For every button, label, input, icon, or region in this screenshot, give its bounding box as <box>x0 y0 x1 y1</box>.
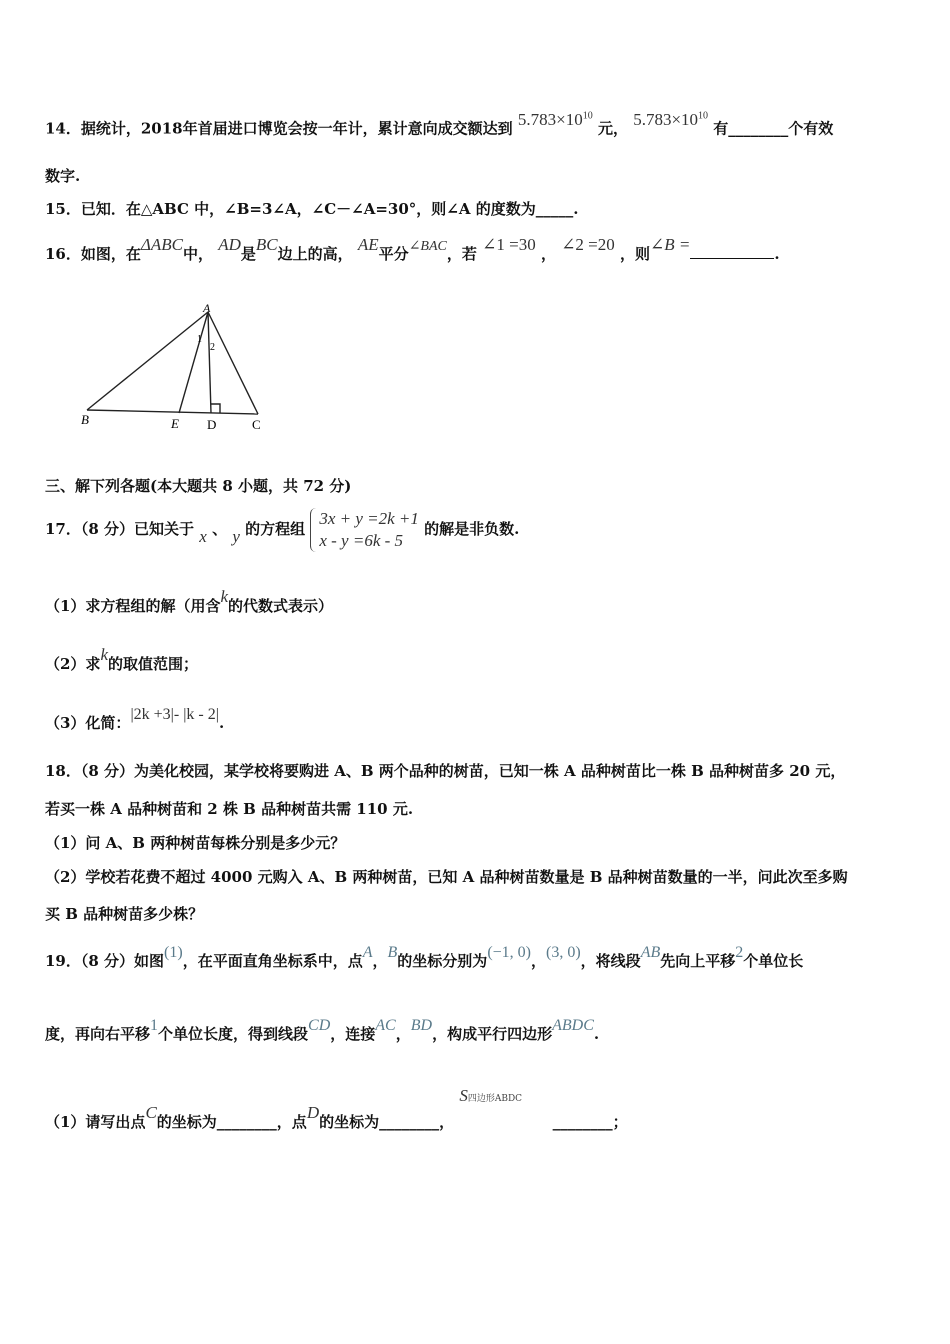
q19-p1a: （1）请写出点 <box>45 1113 146 1131</box>
q14-value2 <box>633 110 708 129</box>
q14-exp2: 10 <box>698 110 709 121</box>
q16 <box>45 235 780 266</box>
q16-a: 16．如图，在 <box>45 245 141 263</box>
q17-part1 <box>45 587 334 616</box>
q17-k2: k <box>100 645 108 664</box>
q19-line2 <box>45 1017 600 1045</box>
q19-c: ， <box>372 952 388 970</box>
q16-f: ，若 <box>446 245 477 263</box>
q14-value1-base: 5.783×10 <box>517 109 583 129</box>
q14-value2-base: 5.783×10 <box>633 109 699 129</box>
q14-suffix: 有________个有效 <box>713 119 834 138</box>
q19-pA: (−1, 0) <box>487 944 531 961</box>
q19-BD: BD <box>410 1017 433 1034</box>
q17-p1a: （1）求方程组的解（用含 <box>45 597 221 615</box>
label-E: E <box>171 416 179 431</box>
q16-d: 边上的高， <box>277 245 353 263</box>
q19-l2d: ， <box>395 1025 411 1043</box>
q14-mid: 元， <box>597 119 628 138</box>
q16-bac: ∠BAC <box>408 239 447 254</box>
q19-l2e: ，构成平行四边形 <box>432 1025 553 1043</box>
q17-k1: k <box>220 587 228 606</box>
q19-p1b: 的坐标为________，点 <box>156 1113 307 1131</box>
q16-angleB: ∠B = <box>650 235 691 254</box>
label-A: A <box>203 301 211 315</box>
q17-y: y <box>232 527 240 546</box>
q19-part1 <box>45 1086 628 1135</box>
segment-AD <box>208 312 211 413</box>
q17-a: 17．（8 分）已知关于 <box>45 520 195 538</box>
q14-exp1: 10 <box>582 110 593 121</box>
q19-pB: (3, 0) <box>546 944 581 961</box>
q16-e: 平分 <box>378 245 409 263</box>
q16-angle2: ∠2 =20 <box>561 235 615 254</box>
q14-line1 <box>45 109 834 139</box>
label-1: 1 <box>197 334 202 345</box>
q16-ad: AD <box>218 235 241 254</box>
q19-d: 的坐标分别为 <box>397 952 488 970</box>
q18-part2b: 买 B 品种树苗多少株？ <box>45 905 204 923</box>
q19-B: B <box>387 944 398 961</box>
q16-h: ，则 <box>620 245 651 263</box>
q19-C: C <box>145 1103 157 1122</box>
q19-A: A <box>362 944 373 961</box>
label-B: B <box>81 412 89 427</box>
q15: 15．已知．在△ABC 中，∠B=3∠A，∠C－∠A=30°，则∠A 的度数为_____. <box>45 200 579 218</box>
section3-title: 三、解下列各题(本大题共 8 小题，共 72 分) <box>45 477 352 495</box>
q19-fig: (1) <box>164 944 183 961</box>
q19-ABDC: ABDC <box>552 1017 594 1034</box>
q19-l2c: ，连接 <box>330 1025 376 1043</box>
q19-D: D <box>306 1103 320 1122</box>
q19-area <box>459 1086 547 1109</box>
q19-two: 2 <box>735 944 744 961</box>
q17-p3end: . <box>218 714 225 732</box>
q16-g: ， <box>540 245 556 263</box>
q16-blank <box>690 244 774 259</box>
q19-S-sub: 四边形ABDC <box>467 1094 523 1104</box>
q19-h: 个单位长 <box>743 952 804 970</box>
q17-p2b: 的取值范围； <box>107 655 198 673</box>
q19-b: ，在平面直角坐标系中，点 <box>182 952 363 970</box>
q19-f: ，将线段 <box>580 952 641 970</box>
q19-l2a: 度，再向右平移 <box>45 1025 151 1043</box>
q16-b: 中， <box>182 245 213 263</box>
triangle-figure <box>75 300 275 440</box>
q16-c: 是 <box>240 245 256 263</box>
q17-p3a: （3）化简： <box>45 714 131 732</box>
q17-b: 、 <box>212 520 228 538</box>
q16-tri: ΔABC <box>140 235 183 254</box>
q16-end: . <box>774 245 780 263</box>
q14-prefix: 14．据统计，2018年首届进口博览会按一年计，累计意向成交额达到 <box>45 119 513 138</box>
q18-line1: 18．（8 分）为美化校园，某学校将要购进 A、B 两个品种的树苗，已知一株 A 品种树苗比一株 B 品种树苗多 20 元， <box>45 762 846 780</box>
q17-equation-system <box>310 508 419 552</box>
q18-part2a: （2）学校若花费不超过 4000 元购入 A、B 两种树苗，已知 A 品种树苗数量是 B 品种树苗数量的一半，问此次至多购 <box>45 868 848 886</box>
q17-eq1: 3x + y =2k +1 <box>319 509 419 528</box>
right-angle-mark <box>211 404 220 413</box>
q19-CD: CD <box>308 1017 331 1034</box>
q14-line2: 数字. <box>45 167 81 185</box>
q19-line1 <box>45 944 804 972</box>
q14-value1 <box>518 110 593 129</box>
q19-g: 先向上平移 <box>660 952 736 970</box>
q19-S: S <box>459 1086 468 1105</box>
q17-c: 的方程组 <box>245 520 306 538</box>
q17-part3 <box>45 706 225 734</box>
q17-p3expr: |2k +3|- |k - 2| <box>130 706 219 723</box>
label-C: C <box>252 417 261 432</box>
q16-angle1: ∠1 =30 <box>482 235 536 254</box>
q19-AB: AB <box>640 944 661 961</box>
side-BC <box>87 410 258 414</box>
side-AC <box>208 312 258 414</box>
q19-p1d: ________； <box>552 1113 628 1131</box>
label-2: 2 <box>210 342 215 353</box>
q19-one: 1 <box>150 1017 159 1034</box>
side-AB <box>87 312 208 410</box>
label-D: D <box>207 417 217 432</box>
q17-x: x <box>199 527 207 546</box>
q17-eq2: x - y =6k - 5 <box>319 531 404 550</box>
q17-p2a: （2）求 <box>45 655 101 673</box>
q17-p1b: 的代数式表示） <box>228 597 334 615</box>
q19-e: ， <box>531 952 547 970</box>
q19-l2f: . <box>593 1025 600 1043</box>
q18-part1: （1）问 A、B 两种树苗每株分别是多少元？ <box>45 834 346 852</box>
q19-p1c: 的坐标为________， <box>319 1113 455 1131</box>
q17-d: 的解是非负数. <box>424 520 520 538</box>
q17-part2 <box>45 645 198 674</box>
q17 <box>45 502 519 556</box>
q18-line2: 若买一株 A 品种树苗和 2 株 B 品种树苗共需 110 元. <box>45 800 414 818</box>
segment-AE <box>179 312 208 413</box>
q19-AC: AC <box>375 1017 396 1034</box>
q16-bc: BC <box>255 235 278 254</box>
q19-l2b: 个单位长度，得到线段 <box>158 1025 309 1043</box>
q19-a: 19．（8 分）如图 <box>45 952 165 970</box>
q16-ae: AE <box>357 235 379 254</box>
